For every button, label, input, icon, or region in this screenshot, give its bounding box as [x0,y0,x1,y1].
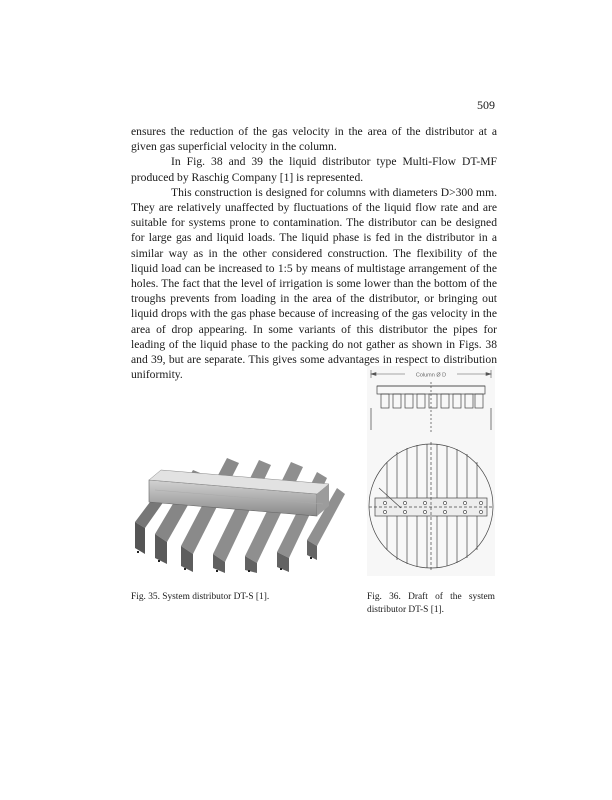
dimension-label: Column Ø D [415,372,447,379]
figure-35-distributor-render [131,430,350,573]
caption-word: Draft [408,592,428,602]
caption-word: of [435,592,443,602]
paragraph-3: This construction is designed for columns with diameters D>300 mm. They are relatively unaffected by fluctuations of the liquid flow rate and are suitable for systems prone to contamination. The distributor can be designed for large gas and liquid loads. The liquid phase is fed in the distributor in a similar way as in the other considered construction. The flexibility of the liquid load can be increased to 1:5 by means of multistage arrangement of the holes. The fact that the level of irrigation is some lower than the bottom of the troughs prevents from loading in the area of the distributor, or bringing out liquid drops with the gas phase because of increasing of the gas velocity in the area of drop appearing. In some variants of this distributor the pipes for leading of the liquid phase to the packing do not gather as shown in Figs. 38 and 39, but are separate. This gives some advantages in respect to distribution uniformity. [131,185,497,382]
figure-35-svg [131,430,350,573]
figure-36-caption [367,591,495,616]
body-text [131,124,497,382]
side-elevation [371,382,491,432]
figure-36-svg [367,366,495,576]
caption-word: 36. [389,592,401,602]
caption-word: the [450,592,462,602]
paragraph-1: ensures the reduction of the gas velocity in the area of the distributor at a given gas superficial velocity in the column. [131,125,497,154]
paragraph-2: In Fig. 38 and 39 the liquid distributor type Multi-Flow DT-MF produced by Raschig Company [1] is represented. [131,155,497,184]
figure-35-caption: Fig. 35. System distributor DT-S [1]. [131,592,270,602]
caption-word: system [468,592,495,602]
figure-36-caption-line-1 [367,591,495,604]
caption-word: Fig. [367,592,382,602]
figure-36-caption-line-2: distributor DT-S [1]. [367,604,444,615]
page-number: 509 [477,98,495,112]
figure-36-draft-drawing [367,366,495,576]
plan-view [369,442,493,572]
